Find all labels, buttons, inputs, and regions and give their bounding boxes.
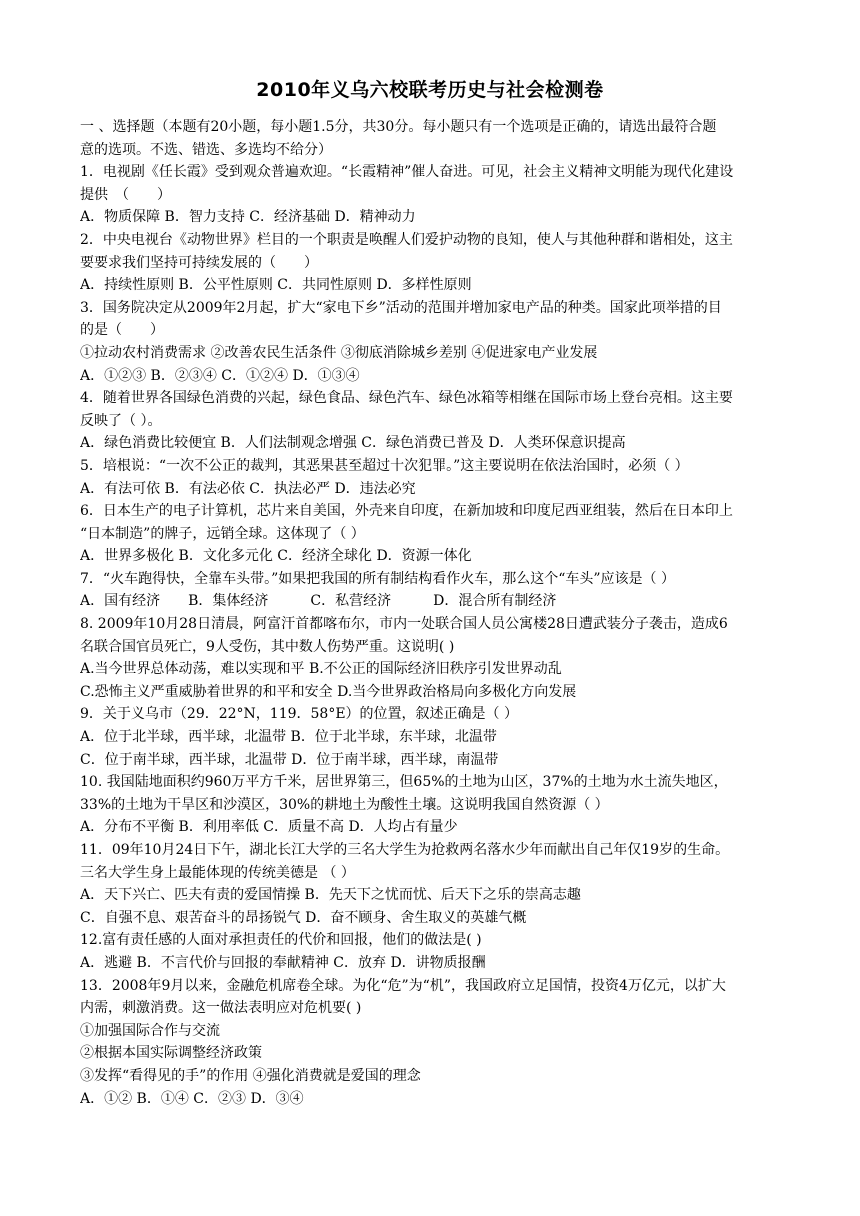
exam-body [80, 116, 782, 1110]
page-title: 2010年义乌六校联考历史与社会检测卷 [256, 79, 604, 101]
question-11: 11．09年10月24日下午，湖北长江大学的三名大学生为抢救两名落水少年而献出自己年仅19岁的生命。 [80, 842, 730, 858]
question-6: 6．日本生产的电子计算机，芯片来自美国，外壳来自印度，在新加坡和印度尼西亚组装，然后在日本印上 [80, 503, 733, 520]
text-line: 意的选项。不选、错选、多选均不给分） [80, 141, 332, 158]
answer-options: A．分布不平衡 B．利用率低 C．质量不高 D．人均占有量少 [80, 819, 458, 836]
text-line: 内需，刺激消费。这一做法表明应对危机要( ) [80, 1000, 362, 1017]
question-2: 2．中央电视台《动物世界》栏目的一个职责是唤醒人们爱护动物的良知，使人与其他种群和谐相处，这主 [80, 231, 733, 248]
question-3: 3．国务院决定从2009年2月起，扩大“家电下乡”活动的范围并增加家电产品的种类。国家此项举措的目 [80, 299, 722, 316]
question-12: 12.富有责任感的人面对承担责任的代价和回报，他们的做法是( ) [80, 932, 482, 949]
text-line: 33%的土地为干旱区和沙漠区，30%的耕地土为酸性土壤。这说明我国自然资源（ ） [80, 796, 609, 813]
question-13: 13．2008年9月以来，金融危机席卷全球。为化“危”为“机”，我国政府立足国情，投资4万亿元，以扩大 [80, 977, 726, 994]
text-line: 要要求我们坚持可持续发展的（ ） [80, 254, 318, 271]
text-line: 一 、选择题（本题有20小题，每小题1.5分，共30分。每小题只有一个选项是正确的，请选出最符合题 [80, 119, 717, 135]
text-line: ①加强国际合作与交流 [80, 1022, 220, 1039]
answer-options: A．持续性原则 B．公平性原则 C．共同性原则 D．多样性原则 [80, 277, 472, 294]
question-8: 8. 2009年10月28日清晨，阿富汗首都喀布尔，市内一处联合国人员公寓楼28日遭武装分子袭击，造成6 [80, 616, 728, 633]
answer-options: C．自强不息、艰苦奋斗的昂扬锐气 D．奋不顾身、舍生取义的英雄气概 [80, 909, 527, 926]
question-10: 10. 我国陆地面积约960万平方千米，居世界第三，但65%的土地为山区，37%的土地为水土流失地区， [80, 774, 728, 791]
text-line: 三名大学生身上最能体现的传统美德是 （ ） [80, 864, 355, 881]
answer-options: C．位于南半球，西半球，北温带 D．位于南半球，西半球，南温带 [80, 751, 499, 768]
question-9: 9．关于义乌市（29．22°N，119．58°E）的位置，叙述正确是（ ） [80, 706, 518, 723]
text-line: 名联合国官员死亡，9人受伤，其中数人伤势严重。这说明( ) [80, 638, 455, 655]
answer-options: A．绿色消费比较便宜 B．人们法制观念增强 C．绿色消费已普及 D．人类环保意识提高 [80, 435, 626, 452]
answer-options: A．逃避 B．不言代价与回报的奉献精神 C．放弃 D．讲物质报酬 [80, 954, 486, 971]
question-5: 5．培根说：“一次不公正的裁判，其恶果甚至超过十次犯罪。”这主要说明在依法治国时，必须（ ） [80, 457, 689, 474]
question-7: 7．“火车跑得快，全靠车头带。”如果把我国的所有制结构看作火车，那么这个“车头”应该是（ ） [80, 570, 675, 587]
answer-options: A.当今世界总体动荡，难以实现和平 B.不公正的国际经济旧秩序引发世界动乱 [80, 661, 562, 678]
answer-options: C.恐怖主义严重威胁着世界的和平和安全 D.当今世界政治格局向多极化方向发展 [80, 683, 577, 700]
answer-options: A．位于北半球，西半球，北温带 B．位于北半球，东半球，北温带 [80, 729, 497, 746]
text-line: 的是（ ） [80, 322, 164, 339]
question-1: 1．电视剧《任长霞》受到观众普遍欢迎。“长霞精神”催人奋进。可见，社会主义精神文明能为现代化建设 [80, 164, 734, 181]
answer-options: A．天下兴亡、匹夫有责的爱国情操 B．先天下之忧而忧、后天下之乐的崇高志趣 [80, 887, 581, 904]
answer-options: A．①② B．①④ C．②③ D．③④ [80, 1090, 304, 1107]
text-line: ②根据本国实际调整经济政策 [80, 1045, 262, 1062]
text-line: 反映了（ ）。 [80, 412, 162, 429]
question-4: 4．随着世界各国绿色消费的兴起，绿色食品、绿色汽车、绿色冰箱等相继在国际市场上登台亮相。这主要 [80, 390, 733, 407]
answer-options: A．物质保障 B．智力支持 C．经济基础 D．精神动力 [80, 209, 416, 226]
text-line: ③发挥“看得见的手”的作用 ④强化消费就是爱国的理念 [80, 1067, 421, 1084]
text-line: “日本制造”的牌子，远销全球。这体现了（ ） [80, 525, 365, 542]
answer-options: A．世界多极化 B．文化多元化 C．经济全球化 D．资源一体化 [80, 548, 472, 565]
text-line: ①拉动农村消费需求 ②改善农民生活条件 ③彻底消除城乡差别 ④促进家电产业发展 [80, 344, 598, 361]
answer-options: A．有法可依 B．有法必依 C．执法必严 D．违法必究 [80, 480, 416, 497]
text-line: 提供 （ ） [80, 186, 171, 203]
answer-options: A．①②③ B．②③④ C．①②④ D．①③④ [80, 367, 360, 384]
answer-options: A．国有经济 B．集体经济 C．私营经济 D．混合所有制经济 [80, 593, 557, 610]
